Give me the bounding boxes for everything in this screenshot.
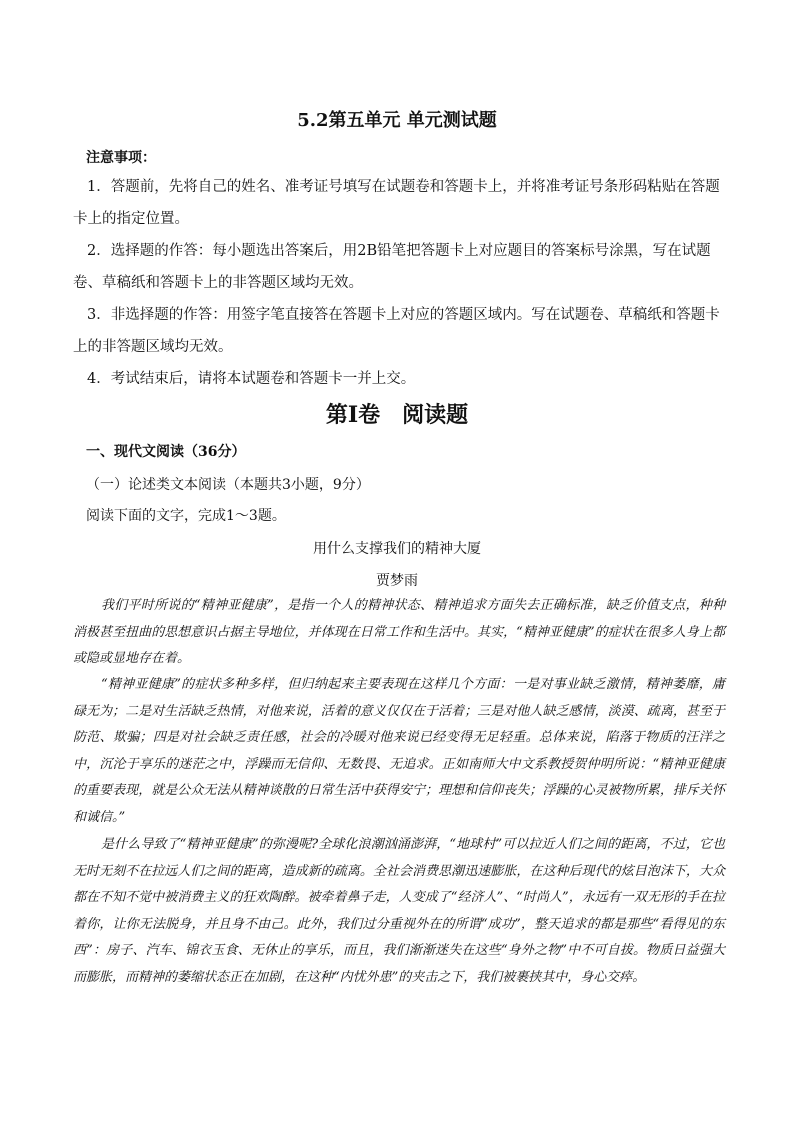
notice-item: 1．答题前，先将自己的姓名、准考证号填写在试题卷和答题卡上，并将准考证号条形码粘贴在答题卡上的指定位置。 <box>73 179 720 227</box>
article-paragraph: 是什么导致了“精神亚健康”的弥漫呢?全球化浪潮汹涌澎湃，“地球村”可以拉近人们之间的距离，不过，它也无时无刻不在拉远人们之间的距离，造成新的疏离。全社会消费思潮迅速膨胀，在这种后现代的炫目泡沫下，大众都在不知不觉中被消费主义的狂欢陶醉。被牵着鼻子走，人变成了“经济人”、“时尚人”，永远有一双无形的手在拉着你，让你无法脱身，并且身不由己。此外，我们过分重视外在的所谓“成功”，整天追求的都是那些“看得见的东西”：房子、汽车、锦衣玉食、无休止的享乐，而且，我们渐渐迷失在这些“身外之物”中不可自拔。物质日益强大而膨胀，而精神的萎缩状态正在加剧，在这种“内忧外患”的夹击之下，我们被裹挟其中，身心交瘁。 <box>73 837 725 985</box>
volume-title: 第Ⅰ卷 阅读题 <box>325 402 469 428</box>
instruction-text: 阅读下面的文字，完成1～3题。 <box>86 508 286 524</box>
page-title: 5.2第五单元 单元测试题 <box>297 110 497 131</box>
article-author: 贾梦雨 <box>376 573 418 589</box>
subsection-heading: （一）论述类文本阅读（本题共3小题，9分） <box>86 477 370 493</box>
article-paragraph: “精神亚健康”的症状多种多样，但归纳起来主要表现在这样几个方面：一是对事业缺乏激情，精神萎靡，庸碌无为；二是对生活缺乏热情，对他来说，活着的意义仅仅在于活着；三是对他人缺乏感情，淡漠、疏离，甚至于防范、欺骗；四是对社会缺乏责任感，社会的冷暖对他来说已经变得无足轻重。总体来说，陷落于物质的汪洋之中，沉沦于享乐的迷茫之中，浮躁而无信仰、无数畏、无追求。正如南师大中文系教授贺仲明所说：“精神亚健康的重要表现，就是公众无法从精神谈散的日常生活中获得安宁；理想和信仰丧失；浮躁的心灵被物所累，排斥关怀和诚信。” <box>73 677 725 825</box>
notice-item: 2．选择题的作答：每小题选出答案后，用2B铅笔把答题卡上对应题目的答案标号涂黑，写在试题卷、草稿纸和答题卡上的非答题区域均无效。 <box>73 243 711 291</box>
notice-item: 4．考试结束后，请将本试题卷和答题卡一并上交。 <box>87 371 416 387</box>
notice-heading: 注意事项： <box>86 150 156 166</box>
notice-item: 3．非选择题的作答：用签字笔直接答在答题卡上对应的答题区域内。写在试题卷、草稿纸和答题卡上的非答题区域均无效。 <box>73 307 720 355</box>
section-heading: 一、现代文阅读（36分） <box>86 444 246 460</box>
article-title: 用什么支撑我们的精神大厦 <box>313 541 481 557</box>
article-paragraph: 我们平时所说的“精神亚健康”，是指一个人的精神状态、精神追求方面失去正确标准，缺乏价值支点，种种消极甚至扭曲的思想意识占据主导地位，并体现在日常工作和生活中。其实，“精神亚健康”的症状在很多人身上都或隐或显地存在着。 <box>73 598 725 666</box>
